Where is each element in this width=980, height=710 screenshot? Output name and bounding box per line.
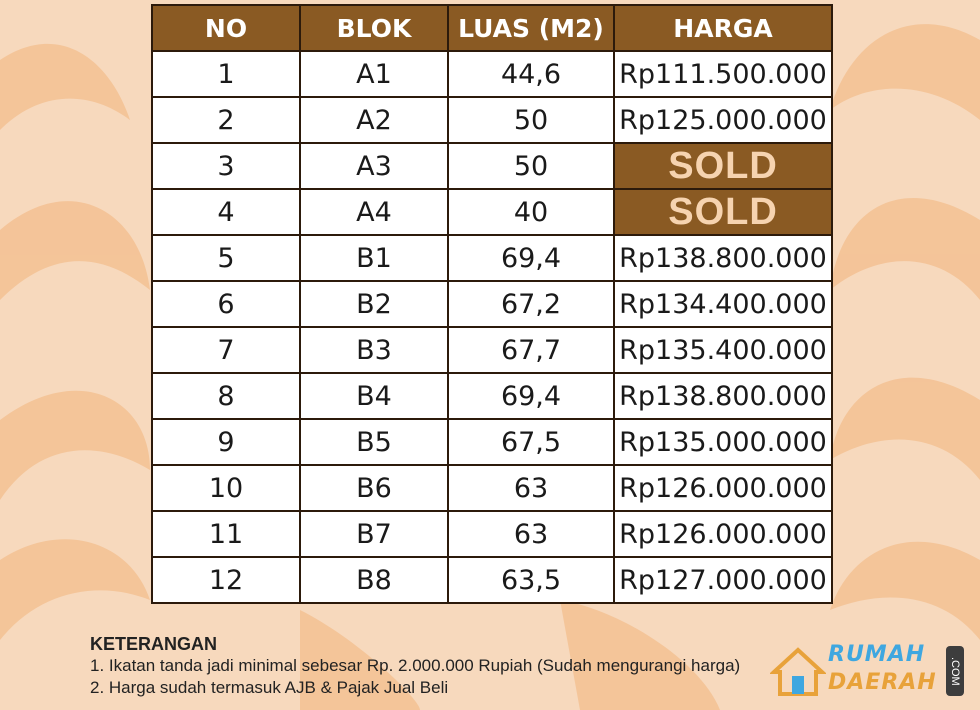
- cell-no: 6: [152, 281, 300, 327]
- table-row: [152, 419, 832, 465]
- logo-com: .COM: [946, 646, 964, 696]
- table-row: [152, 327, 832, 373]
- cell-no: 4: [152, 189, 300, 235]
- header-luas: LUAS (M2): [448, 5, 614, 51]
- table-header-row: [152, 5, 832, 51]
- table-row: [152, 465, 832, 511]
- cell-luas: 44,6: [448, 51, 614, 97]
- cell-sold-badge: SOLD: [614, 143, 832, 189]
- cell-harga: Rp134.400.000: [614, 281, 832, 327]
- cell-no: 8: [152, 373, 300, 419]
- cell-luas: 50: [448, 143, 614, 189]
- cell-no: 2: [152, 97, 300, 143]
- cell-luas: 67,7: [448, 327, 614, 373]
- cell-no: 1: [152, 51, 300, 97]
- cell-blok: B6: [300, 465, 448, 511]
- cell-harga: Rp111.500.000: [614, 51, 832, 97]
- table-row: [152, 51, 832, 97]
- cell-no: 5: [152, 235, 300, 281]
- table-row: [152, 557, 832, 603]
- cell-blok: A4: [300, 189, 448, 235]
- cell-luas: 67,2: [448, 281, 614, 327]
- cell-no: 10: [152, 465, 300, 511]
- cell-harga: Rp138.800.000: [614, 373, 832, 419]
- table-row: [152, 373, 832, 419]
- table-row: [152, 143, 832, 189]
- cell-luas: 63: [448, 465, 614, 511]
- cell-luas: 67,5: [448, 419, 614, 465]
- cell-blok: B7: [300, 511, 448, 557]
- cell-harga: Rp126.000.000: [614, 465, 832, 511]
- table-body: [152, 51, 832, 603]
- house-icon: [770, 646, 826, 698]
- cell-harga: Rp127.000.000: [614, 557, 832, 603]
- notes-title: KETERANGAN: [90, 634, 218, 654]
- cell-no: 12: [152, 557, 300, 603]
- cell-harga: Rp135.000.000: [614, 419, 832, 465]
- table-row: [152, 97, 832, 143]
- price-table: [151, 4, 833, 604]
- cell-blok: B8: [300, 557, 448, 603]
- note-item: 1. Ikatan tanda jadi minimal sebesar Rp. 2.000.000 Rupiah (Sudah mengurangi harga): [90, 656, 741, 675]
- table-row: [152, 189, 832, 235]
- header-harga: HARGA: [614, 5, 832, 51]
- logo-word-daerah: DAERAH: [828, 670, 937, 695]
- cell-harga: Rp125.000.000: [614, 97, 832, 143]
- cell-luas: 50: [448, 97, 614, 143]
- cell-blok: B1: [300, 235, 448, 281]
- notes-section: [90, 633, 740, 699]
- cell-blok: A3: [300, 143, 448, 189]
- logo-word-rumah: RUMAH: [828, 642, 926, 667]
- cell-blok: B5: [300, 419, 448, 465]
- cell-blok: B3: [300, 327, 448, 373]
- header-blok: BLOK: [300, 5, 448, 51]
- cell-luas: 40: [448, 189, 614, 235]
- cell-luas: 69,4: [448, 373, 614, 419]
- cell-blok: B4: [300, 373, 448, 419]
- note-item: 2. Harga sudah termasuk AJB & Pajak Jual Beli: [90, 678, 449, 697]
- cell-harga: Rp138.800.000: [614, 235, 832, 281]
- header-no: NO: [152, 5, 300, 51]
- cell-luas: 69,4: [448, 235, 614, 281]
- cell-luas: 63: [448, 511, 614, 557]
- cell-no: 9: [152, 419, 300, 465]
- cell-harga: Rp126.000.000: [614, 511, 832, 557]
- cell-no: 3: [152, 143, 300, 189]
- table-row: [152, 281, 832, 327]
- cell-blok: B2: [300, 281, 448, 327]
- table-row: [152, 235, 832, 281]
- cell-luas: 63,5: [448, 557, 614, 603]
- cell-blok: A1: [300, 51, 448, 97]
- cell-blok: A2: [300, 97, 448, 143]
- table-row: [152, 511, 832, 557]
- cell-sold-badge: SOLD: [614, 189, 832, 235]
- cell-no: 7: [152, 327, 300, 373]
- cell-harga: Rp135.400.000: [614, 327, 832, 373]
- rumahdaerah-logo: [770, 642, 970, 702]
- cell-no: 11: [152, 511, 300, 557]
